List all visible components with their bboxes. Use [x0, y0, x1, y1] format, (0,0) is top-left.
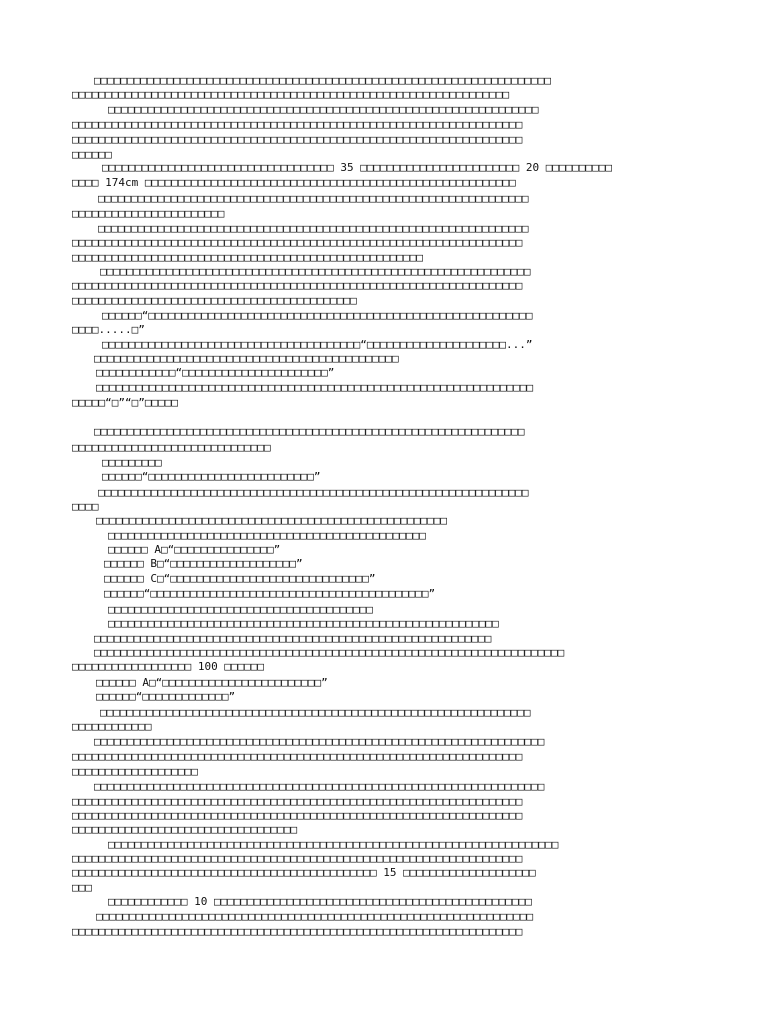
text-line: □□□□□□□□□□□□□□□□□□□□□□□□□□□□□□□□□□□□□□□□□□□□□□□□□□□□□□□□□□□□□□□□□ — [94, 425, 525, 438]
text-line: □□□□□□□□□□□□□□□□□□□□□□□□□□□□□□□□□□□□□□□□□□□□□□□□□□□□□□□□□□□□□□□□□□□□□ — [94, 74, 551, 87]
text-line: □□□□□□□□□□□□□□□□□□□□□□□□□□□□□□□□□□□□□□□□□□□□□□□□□□□□□□□□□□□□ — [94, 632, 492, 645]
text-line: □□□□ — [72, 500, 99, 513]
text-line: □□□□□□“□□□□□□□□□□□□□□□□□□□□□□□□□□□□□□□□□□□□□□□□□□” — [104, 587, 436, 600]
text-line: □□□□□□□□□□□□□□□□□□□□□□□□□□□□□□□□□□□□□□□□□□□□□□□□□□□□□ — [72, 251, 423, 264]
text-line: □□□□□□ B□“□□□□□□□□□□□□□□□□□□□” — [104, 557, 303, 570]
text-line: □□□□□□“□□□□□□□□□□□□□□□□□□□□□□□□□□□□□□□□□□□□□□□□□□□□□□□□□□□□□□□□□□ — [102, 309, 533, 322]
text-line: □□□□□□□□□□□□□□□□□□□□□□□□□□□□□□□□□□□□□□□□□□□□□□□□□□□□□□□□□□□□□□□□□□□□ — [72, 809, 523, 822]
text-line: □□□□□□□□□□□□□□□□□□□□□□□□□□□□□□□□□□□□□□□□□□□□□□□□□□□□□□□□□□□□□□□□□□□□ — [72, 118, 523, 131]
text-line: □□□□□□□□□□□□□□□□□□□□□□□□□□□□□□□□□□□□□□□□□□□ — [72, 294, 357, 307]
text-line: □□□□□□□□□□□□ — [72, 720, 152, 733]
text-line: □□□ — [72, 881, 92, 894]
text-line: □□□□□□□□□□□□□□□□□□□□□□□□□□□□□□□□□□□□□□□□□□□□□□□□□□□□□□□□□□□□□□□□□□□□ — [72, 133, 523, 146]
text-line: □□□□□□□□□□□□□□□□□□□□□□□ — [72, 207, 225, 220]
text-line: □□□□□□□□□□□□□□□□□□□□□□□□□□□□□□□□□□□□□□□□□□□□□□□□□□□□□□□□□□□□□□□□□□□□ — [94, 780, 545, 793]
text-line: □□□□ 174cm □□□□□□□□□□□□□□□□□□□□□□□□□□□□□□□□□□□□□□□□□□□□□□□□□□□□□□□□ — [72, 176, 516, 189]
text-line: □□□□□□□□□□□□□□□□□□□□□□□□□□□□□□ — [72, 441, 271, 454]
text-line: □□□□□□□□□□□□□□□□□□□□□□□□□□□□□□□□□□□□□□□□□□□□□□□□□□□□□ — [96, 514, 447, 527]
text-line: □□□□□□□□□□□□□□□□□□□□□□□□□□□□□□□□□□ — [72, 823, 298, 836]
text-line: □□□□□□□□□□□□ 10 □□□□□□□□□□□□□□□□□□□□□□□□□□□□□□□□□□□□□□□□□□□□□□□□ — [108, 895, 532, 908]
text-line: □□□□□□□□□□□□□□□□□□□□□□□□□□□□□□□□□□□□□□□□□□□□□□□□□□□□□□□□□□□□□□□□□ — [100, 265, 531, 278]
text-line: □□□□□□□□□□□□□□□□□□□□□□□□□□□□□□□□□□□□□□□□□□□□□□□□□□□□□□□□□□□□□□□□□□□□ — [72, 795, 523, 808]
text-line: □□□□□□“□□□□□□□□□□□□□” — [96, 690, 236, 703]
text-line: □□□□□□□□□□□□□□□□□□□□□□□□□□□□□□□□□□□□□□□□□□□□□□□□□□□□□□□□□□□ — [108, 617, 499, 630]
text-line: □□□□□□□□□□□□“□□□□□□□□□□□□□□□□□□□□□□” — [96, 366, 335, 379]
text-line: □□□□□□□□□□□□□□□□□□□□□□□□□□□□□□□□□□□□□□□□□□□□□□□□□□□□□□□□□□□□□□□□□ — [100, 706, 531, 719]
text-line: □□□□□□□□□□□□□□□□□□□□□□□□□□□□□□□□□□□□□□□□□□□□□□□□□□□□□□□□□□□□□□□□□□□□ — [108, 838, 559, 851]
text-line: □□□□□□□□□□□□□□□□□□ 100 □□□□□□ — [72, 660, 265, 673]
text-line: □□□□□□□□□□□□□□□□□□□□□□□□□□□□□□□□□□□□□□□□□□□□□□□□□□□□□□□□□□□□□□□□□□ — [96, 910, 534, 923]
text-line: □□□□□□□□□□□□□□□□□□□□□□□□□□□□□□□□□□□□□□□□□□□□□□□□□□□□□□□□□□□□□□□□□□ — [96, 381, 534, 394]
text-line: □□□□□□□□□□□□□□□□□□□□□□□□□□□□□□□□□□□□□□□□□□□□□□□□□□□□□□□□□□□□□□□□□ — [98, 222, 529, 235]
text-line: □□□□□□□□□□□□□□□□□□□□□□□□□□□□□□□□□□□□□□□□□□□□□□□□□□□□□□□□□□□□□□□□□□□□ — [72, 925, 523, 938]
text-line: □□□□□□□□□□□□□□□□□□□□□□□□□□□□□□□□□□□□□□□□□□□□□□□□□□□□□□□□□□□□□□□□□□ — [72, 88, 510, 101]
text-line: □□□□□□“□□□□□□□□□□□□□□□□□□□□□□□□□” — [102, 470, 321, 483]
text-line: □□□□□□□□□□□□□□□□□□□□□□□□□□□□□□□□□□□□□□□□□□□□□□□□□□□□□□□□□□□□□□□□□ — [98, 192, 529, 205]
text-line: □□□□□□□□□□□□□□□□□□□□□□□□□□□□□□□□□□□ 35 □□□□□□□□□□□□□□□□□□□□□□□□ 20 □□□□□□□□□□ — [102, 161, 612, 174]
text-line: □□□□□□□□□□□□□□□□□□□□□□□□□□□□□□□□□□□□□□□□□□□□□□□□□□□□□□□□□□□□□□□□□□□□ — [72, 852, 523, 865]
text-line: □□□□□□□□□□□□□□□□□□□□□□□□□□□□□□□□□□□□□□□□□□□□□□ 15 □□□□□□□□□□□□□□□□□□□□ — [72, 866, 536, 879]
text-line: □□□□□□ A□“□□□□□□□□□□□□□□□□□□□□□□□□” — [96, 676, 328, 689]
text-line: □□□□□□□□□□□□□□□□□□□□□□□□□□□□□□□□□□□□□□□□□□□□□□□□□□□□□□□□□□□□□□□□□□□□ — [72, 236, 523, 249]
text-line: □□□□□□□□□□□□□□□□□□□□□□□□□□□□□□□□□□□□□□□“□□□□□□□□□□□□□□□□□□□□□...” — [102, 338, 533, 351]
text-line: □□□□.....□” — [72, 323, 145, 336]
text-line: □□□□□□□□□□□□□□□□□□□□□□□□□□□□□□□□□□□□□□□□□□□□□□□□□□□□□□□□□□□□□□□□□□□□ — [72, 750, 523, 763]
text-line: □□□□□□□□□□□□□□□□□□□□□□□□□□□□□□□□□□□□□□□□□□□□□□□□□□□□□□□□□□□□□□□□□□□□□□□ — [94, 646, 565, 659]
text-line: □□□□□□ C□“□□□□□□□□□□□□□□□□□□□□□□□□□□□□□□” — [104, 572, 376, 585]
text-line: □□□□□□ — [72, 148, 112, 161]
text-line: □□□□□□□□□□□□□□□□□□□□□□□□□□□□□□□□□□□□□□□□□□□□□□□□□□□□□□□□□□□□□□□□□□□□ — [72, 279, 523, 292]
text-line: □□□□□□□□□□□□□□□□□□□ — [72, 765, 198, 778]
text-line: □□□□□□□□□□□□□□□□□□□□□□□□□□□□□□□□□□□□□□□□□□□□□□□□□□□□□□□□□□□□□□□□□□□□ — [94, 735, 545, 748]
text-line: □□□□□□□□□□□□□□□□□□□□□□□□□□□□□□□□□□□□□□□□ — [108, 603, 373, 616]
text-line: □□□□□□□□□□□□□□□□□□□□□□□□□□□□□□□□□□□□□□□□□□□□□□ — [94, 352, 399, 365]
text-line: □□□□□“□”“□”□□□□□ — [72, 396, 178, 409]
text-line: □□□□□□□□□□□□□□□□□□□□□□□□□□□□□□□□□□□□□□□□□□□□□□□□□□□□□□□□□□□□□□□□□ — [98, 486, 529, 499]
text-line: □□□□□□□□□□□□□□□□□□□□□□□□□□□□□□□□□□□□□□□□□□□□□□□□ — [108, 529, 426, 542]
text-line: □□□□□□ A□“□□□□□□□□□□□□□□□” — [108, 543, 281, 556]
text-line: □□□□□□□□□□□□□□□□□□□□□□□□□□□□□□□□□□□□□□□□□□□□□□□□□□□□□□□□□□□□□□□□□ — [108, 103, 539, 116]
text-line: □□□□□□□□□ — [102, 456, 162, 469]
